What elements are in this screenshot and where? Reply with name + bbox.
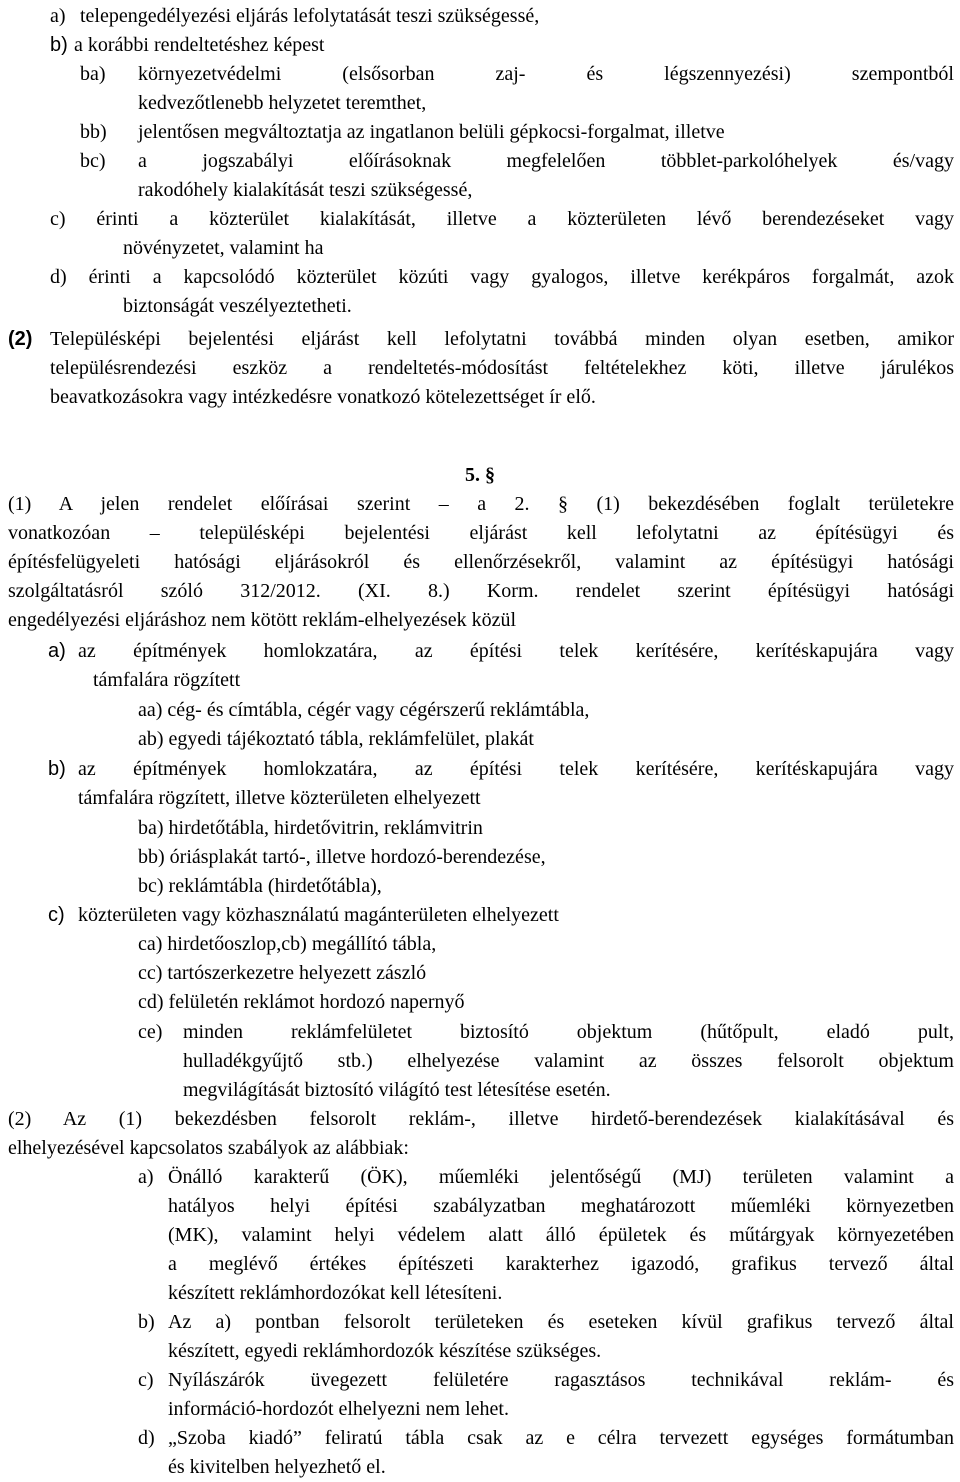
s5-ce-line1: minden reklámfelületet biztosító objektum (hűtőpult, eladó pult, [183,1021,954,1043]
s5-b-line1: az építmények homlokzatára, az építési telek kerítésére, kerítéskapujára vagy [78,758,954,780]
s5p2-a-text [168,1163,954,1308]
s5p2-b-line1: Az a) pontban felsorolt területeken és eseteken kívül grafikus tervező által [168,1311,954,1333]
s5p2-a-line3: (MK), valamint helyi védelem alatt álló épületek és műtárgyak környezetében [168,1224,954,1246]
item-ba-line2: kedvezőtlenebb helyzetet teremthet, [138,92,427,114]
s5-c-text: közterületen vagy közhasználatú magánterületen elhelyezett [78,904,559,926]
item-c-line2: növényzetet, valamint ha [123,237,324,259]
item-bc-text [138,147,954,205]
s5-ba: ba) hirdetőtábla, hirdetővitrin, reklámvitrin [138,817,483,839]
s5-a-label: a) [48,640,66,662]
item-d-line2: biztonságát veszélyeztetheti. [123,295,352,317]
item-bc-line2: rakodóhely kialakítását teszi szükségessé, [138,179,473,201]
s5-cd: cd) felületén reklámot hordozó napernyő [138,991,465,1013]
paragraph-2-text [50,325,954,412]
s5p2-c-text [168,1366,954,1424]
s5-b-line2: támfalára rögzített, illetve közterületen elhelyezett [78,787,481,809]
s5-c-label: c) [48,904,65,926]
paragraph-2-line1: Településképi bejelentési eljárást kell lefolytatni továbbá minden olyan esetben, amikor [50,328,954,350]
item-d-line1: d) érinti a kapcsolódó közterület közúti vagy gyalogos, illetve kerékpáros forgalmát, azok [50,266,954,288]
s5p1-line5: engedélyezési eljáráshoz nem kötött reklám-elhelyezések közül [8,609,517,631]
s5-cc: cc) tartószerkezetre helyezett zászló [138,962,427,984]
s5p2-a-label: a) [138,1166,154,1188]
item-ba-text [138,60,954,118]
s5p2-c-label: c) [138,1369,154,1391]
s5-a-line2: támfalára rögzített [93,669,241,691]
item-a-text: telepengedélyezési eljárás lefolytatását teszi szükségessé, [80,5,540,27]
s5p2-a-line5: készített reklámhordozókat kell létesíteni. [168,1282,503,1304]
s5-ce-label: ce) [138,1021,163,1043]
section-5-paragraph-2 [8,1105,954,1163]
item-bc-label: bc) [80,150,106,172]
item-b-label: b) [50,34,68,56]
paragraph-2-line2: településrendezési eszköz a rendeltetés-módosítást feltételekhez köti, illetve járulékos [50,357,954,379]
s5-b-label: b) [48,758,66,780]
s5p1-line2: vonatkozóan – településképi bejelentési eljárást kell lefolytatni az építésügyi és [8,522,954,544]
s5p1-line4: szolgáltatásról szóló 312/2012. (XI. 8.) Korm. rendelet szerint építésügyi hatósági [8,580,954,602]
s5p2-b-text [168,1308,954,1366]
item-ba-label: ba) [80,63,106,85]
item-c-line1: c) érinti a közterület kialakítását, illetve a közterületen lévő berendezéseket vagy [50,208,954,230]
item-a-label: a) [50,5,66,27]
s5p2-d-line2: és kivitelben helyezhető el. [168,1456,386,1478]
section-5-heading: 5. § [465,464,495,486]
s5p2-a-line2: hatályos helyi építési szabályzatban meghatározott műemléki környezetben [168,1195,954,1217]
s5p2-b-label: b) [138,1311,155,1333]
s5-ca: ca) hirdetőoszlop,cb) megállító tábla, [138,933,437,955]
s5p2-d-label: d) [138,1427,155,1449]
s5p2-c-line1: Nyílászárók üvegezett felületére ragasztásos technikával reklám- és [168,1369,954,1391]
s5p2-line2: elhelyezésével kapcsolatos szabályok az alábbiak: [8,1137,409,1159]
s5-bc: bc) reklámtábla (hirdetőtábla), [138,875,382,897]
s5-ab: ab) egyedi tájékoztató tábla, reklámfelület, plakát [138,728,534,750]
s5-ce-line3: megvilágítását biztosító világító test létesítése esetén. [183,1079,611,1101]
s5-aa: aa) cég- és címtábla, cégér vagy cégérszerű reklámtábla, [138,699,590,721]
s5p1-line3: építésfelügyeleti hatósági eljárásokról és ellenőrzésekről, valamint az építésügyi hatósági [8,551,954,573]
s5-ce-line2: hulladékgyűjtő stb.) elhelyezése valamint az összes felsorolt objektum [183,1050,954,1072]
paragraph-2-line3: beavatkozásokra vagy intézkedésre vonatkozó kötelezettséget ír elő. [50,386,596,408]
s5p2-a-line1: Önálló karakterű (ÖK), műemléki jelentőségű (MJ) területen valamint a [168,1166,954,1188]
s5-b-text [78,755,954,813]
s5p2-d-text [168,1424,954,1482]
item-ba-line1: környezetvédelmi (elsősorban zaj- és légszennyezési) szempontból [138,63,954,85]
paragraph-2-label: (2) [8,328,33,350]
s5p2-line1: (2) Az (1) bekezdésben felsorolt reklám-, illetve hirdető-berendezések kialakításával és [8,1108,954,1130]
item-bb-text: jelentősen megváltoztatja az ingatlanon belüli gépkocsi-forgalmat, illetve [138,121,725,143]
s5-a-line1: az építmények homlokzatára, az építési telek kerítésére, kerítéskapujára vagy [78,640,954,662]
s5-bb: bb) óriásplakát tartó-, illetve hordozó-berendezése, [138,846,546,868]
s5p2-d-line1: „Szoba kiadó” feliratú tábla csak az e célra tervezett egységes formátumban [168,1427,954,1449]
s5p1-line1: (1) A jelen rendelet előírásai szerint – a 2. § (1) bekezdésében foglalt területekre [8,493,954,515]
item-c [50,205,954,263]
s5p2-b-line2: készített, egyedi reklámhordozók készítése szükséges. [168,1340,602,1362]
s5p2-a-line4: a meglévő értékes építészeti karakterhez igazodó, grafikus tervező által [168,1253,954,1275]
section-5-paragraph-1 [8,490,954,635]
s5-ce-text [183,1018,954,1105]
s5-a-text [78,637,954,695]
item-d [50,263,954,321]
s5p2-c-line2: információ-hordozót elhelyezni nem lehet. [168,1398,509,1420]
item-b-text: a korábbi rendeltetéshez képest [74,34,325,56]
item-bb-label: bb) [80,121,107,143]
item-bc-line1: a jogszabályi előírásoknak megfelelően többlet-parkolóhelyek és/vagy [138,150,954,172]
